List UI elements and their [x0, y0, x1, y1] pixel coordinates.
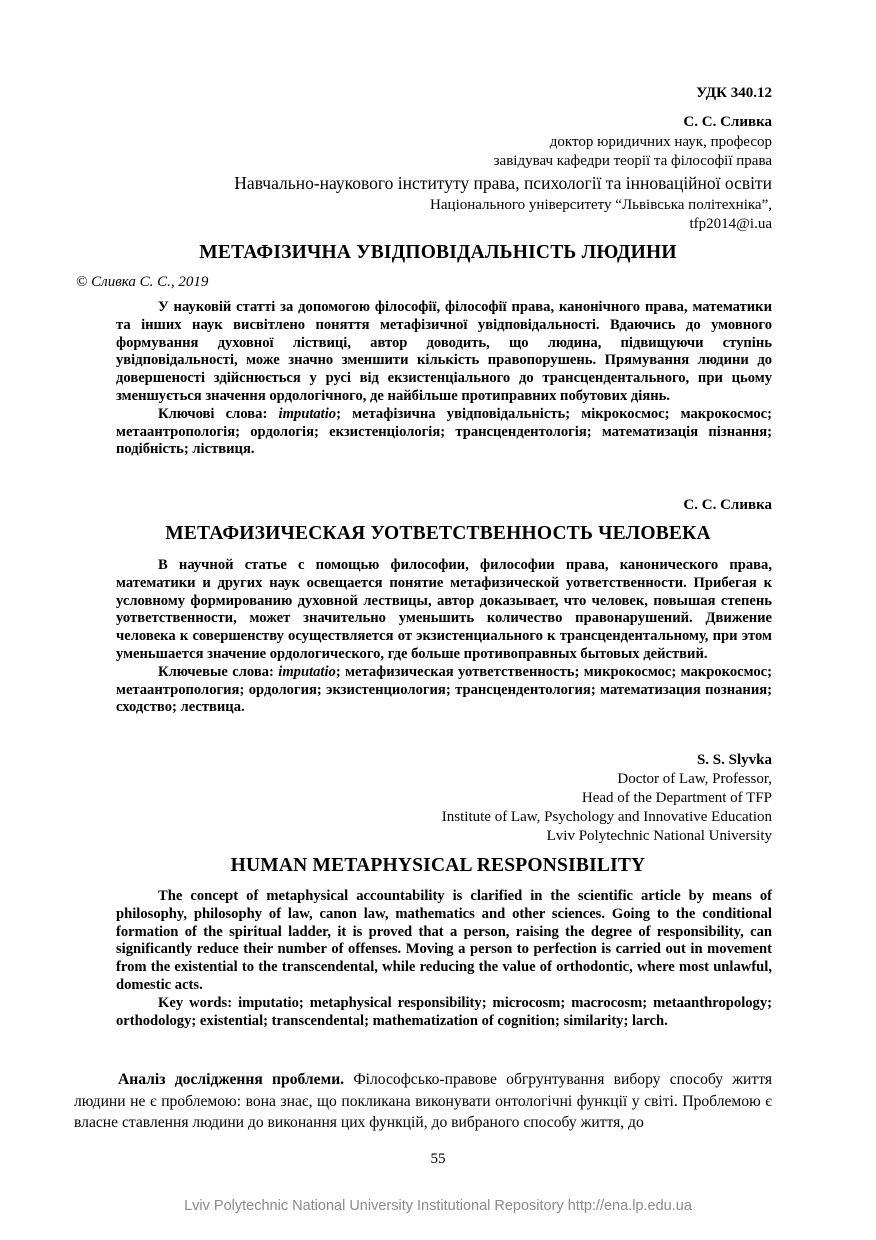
article-title-ru: МЕТАФИЗИЧЕСКАЯ УОТВЕТСТВЕННОСТЬ ЧЕЛОВЕКА: [165, 523, 711, 544]
abstract-en: [116, 888, 772, 1030]
abstract-ru: [116, 557, 772, 717]
author-degree-ua: доктор юридичних наук, професор: [549, 134, 772, 150]
keywords-en-label: Key words:: [158, 994, 233, 1011]
body-text: Філософсько-правове обгрунтування вибору способу життя людини не є проблемою: вона знає, що покликана виконувати онтологічні функції у світі. Проблемою є власне ставлення людини до виконання цих функцій, до вибраного способу життя, до: [74, 1071, 772, 1131]
keywords-ua-first: imputatio: [278, 405, 337, 422]
article-title-en: HUMAN METAPHYSICAL RESPONSIBILITY: [230, 855, 646, 876]
page-number: 55: [430, 1151, 446, 1167]
author-degree-en: Doctor of Law, Professor,: [617, 771, 772, 787]
copyright-note: © Сливка С. С., 2019: [76, 274, 209, 290]
author-university-ua: Національного університету “Львівська політехніка”,: [430, 197, 772, 213]
author-university-en: Lviv Polytechnic National University: [546, 828, 772, 844]
author-institute-en: Institute of Law, Psychology and Innovative Education: [441, 809, 772, 825]
author-position-en: Head of the Department of TFP: [581, 790, 772, 806]
article-title-ua: МЕТАФІЗИЧНА УВІДПОВІДАЛЬНІСТЬ ЛЮДИНИ: [199, 242, 677, 263]
author-name-ru: С. С. Сливка: [683, 497, 772, 513]
keywords-en: [116, 995, 772, 1031]
abstract-ru-text: В научной статье с помощью философии, философии права, канонического права, математики и других наук освещается понятие метафизической уответственности. Прибегая к условному формированию духовной лествицы, автор доказывает, что человек, повышая степень уответственности, может значительно уменьшить количество правонарушений. Движение человека к совершенству осуществляется от экзистенциального к трансцендентальному, при этом уменьшается значение ордологического, где больше противоправных бытовых действий.: [116, 557, 772, 662]
body-paragraph-text: [74, 1069, 772, 1134]
body-paragraph: [74, 1069, 772, 1134]
author-name-en: S. S. Slyvka: [696, 752, 772, 768]
udc-code: УДК 340.12: [696, 85, 772, 101]
abstract-en-text: The concept of metaphysical accountability is clarified in the scientific article by means of philosophy, philosophy of law, canon law, mathematics and other sciences. Going to the conditional formation of the spiritual ladder, it is proved that a person, raising the degree of responsibility, can significantly reduce their number of offenses. Moving a person to perfection is carried out in movement from the existential to the transcendental, while reducing the value of orthodontic, where most unlawful, domestic acts.: [116, 888, 772, 993]
author-name-ua: С. С. Сливка: [683, 114, 772, 130]
author-email: tfp2014@i.ua: [689, 216, 772, 232]
keywords-ru-label: Ключевые слова:: [158, 663, 274, 680]
keywords-ru: [116, 664, 772, 717]
keywords-ua-list: ; метафізична увідповідальність; мікрокосмос; макрокосмос; метаантропологія; ордологія; екзистенціологія; трансцендентологія; математизація пізнання; подібність; ліствиця.: [116, 405, 772, 458]
abstract-ua-text: У науковій статті за допомогою філософії, філософії права, канонічного права, математики та інших наук висвітлено поняття метафізичної увідповідальності. Вдаючись до умовного формування духовної ліствиці, автор доводить, що людина, підвищуючи ступінь увідповідальності, може значно зменшити кількість правопорушень. Прямування людини до довершеності здійснюється у русі від екзистенціального до трансцендентального, при цьому зменшується значення ордологічного, де найбільше протиправних побутових діянь.: [116, 299, 772, 404]
keywords-ru-first: imputatio: [278, 663, 336, 680]
keywords-ua: [116, 406, 772, 459]
keywords-en-list: imputatio; metaphysical responsibility; microcosm; macrocosm; metaanthropology; orthodology; existential; transcendental; mathematization of cognition; similarity; larch.: [116, 994, 773, 1029]
section-heading-analysis: Аналіз дослідження проблеми.: [118, 1071, 345, 1088]
keywords-ua-label: Ключові слова:: [158, 405, 268, 422]
repository-footer: Lviv Polytechnic National University Institutional Repository http://ena.lp.edu.ua: [184, 1198, 692, 1214]
author-institute-ua: Навчально-наукового інституту права, психології та інноваційної освіти: [234, 173, 772, 193]
keywords-ru-list: ; метафизическая уответственность; микрокосмос; макрокосмос; метаантропология; ордология; экзистенциология; трансцендентология; математизация познания; сходство; лествица.: [116, 663, 772, 716]
abstract-ua: [116, 299, 772, 459]
author-position-ua: завідувач кафедри теорії та філософії права: [493, 153, 772, 169]
